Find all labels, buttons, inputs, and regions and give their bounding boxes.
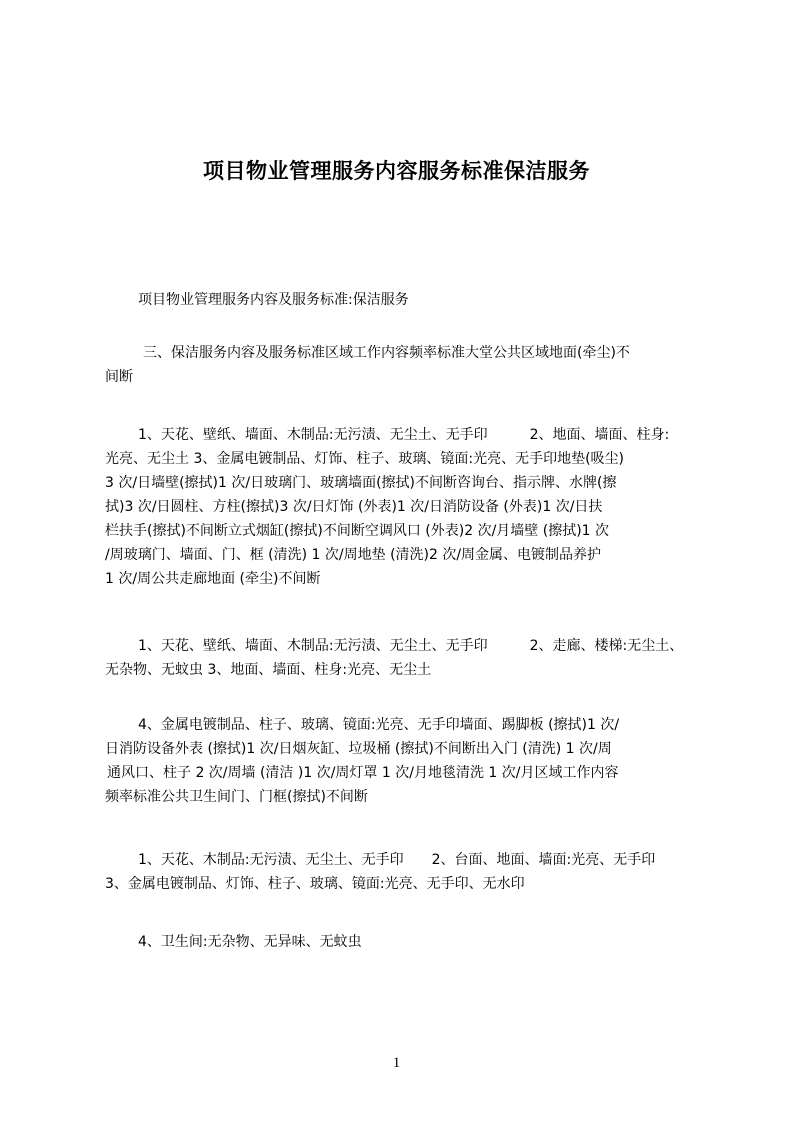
paragraph-restroom-item-four [105,930,709,954]
text-line: 项目物业管理服务内容及服务标准:保洁服务 [138,292,409,308]
text-line: 无杂物、无蚊虫 3、地面、墙面、柱身:光亮、无尘土 [105,662,432,678]
paragraph-intro [105,288,709,312]
paragraph-corridor-standards [105,634,709,682]
page-title: 项目物业管理服务内容服务标准保洁服务 [203,159,590,184]
text-line: 栏扶手(擦拭)不间断立式烟缸(擦拭)不间断空调风口 (外表)2 次/月墙壁 (擦拭)1 次 [105,523,610,539]
paragraph-lobby-standards [105,423,709,591]
text-line: 3、金属电镀制品、灯饰、柱子、玻璃、镜面:光亮、无手印、无水印 [105,876,525,892]
text-line: 光亮、无尘土 3、金属电镀制品、灯饰、柱子、玻璃、镜面:光亮、无手印地垫(吸尘) [105,451,624,467]
paragraph-restroom-standards [105,848,709,896]
text-line: 日消防设备外表 (擦拭)1 次/日烟灰缸、垃圾桶 (擦拭)不间断出入门 (清洗) 1 次/周 [105,741,612,757]
text-line: 1、天花、壁纸、墙面、木制品:无污渍、无尘土、无手印 2、走廊、楼梯:无尘土、 [138,638,684,654]
paragraph-section-three [105,341,709,389]
text-line: 间断 [105,369,133,385]
text-line: 1、天花、壁纸、墙面、木制品:无污渍、无尘土、无手印 2、地面、墙面、柱身: [138,427,670,443]
text-line: 4、金属电镀制品、柱子、玻璃、镜面:光亮、无手印墙面、踢脚板 (擦拭)1 次/ [138,717,620,733]
text-line: 频率标准公共卫生间门、门框(擦拭)不间断 [105,789,368,805]
page-number: 1 [392,1055,401,1071]
text-line: /周玻璃门、墙面、门、框 (清洗) 1 次/周地垫 (清洗)2 次/周金属、电镀制品养护 [105,547,602,563]
paragraph-corridor-frequency [105,713,709,809]
text-line: 4、卫生间:无杂物、无异味、无蚊虫 [138,934,362,950]
text-line: 3 次/日墙壁(擦拭)1 次/日玻璃门、玻璃墙面(擦拭)不间断咨询台、指示牌、水牌(擦 [105,475,617,491]
text-line: 1、天花、木制品:无污渍、无尘土、无手印 2、台面、地面、墙面:光亮、无手印 [138,852,656,868]
text-line: 拭)3 次/日圆柱、方柱(擦拭)3 次/日灯饰 (外表)1 次/日消防设备 (外表)1 次/日扶 [105,499,603,515]
text-line: 通风口、柱子 2 次/周墙 (清洁 )1 次/周灯罩 1 次/月地毯清洗 1 次/月区域工作内容 [107,765,619,781]
text-line: 1 次/周公共走廊地面 (牵尘)不间断 [105,571,321,587]
text-line: 三、保洁服务内容及服务标准区域工作内容频率标准大堂公共区域地面(牵尘)不 [143,345,630,361]
